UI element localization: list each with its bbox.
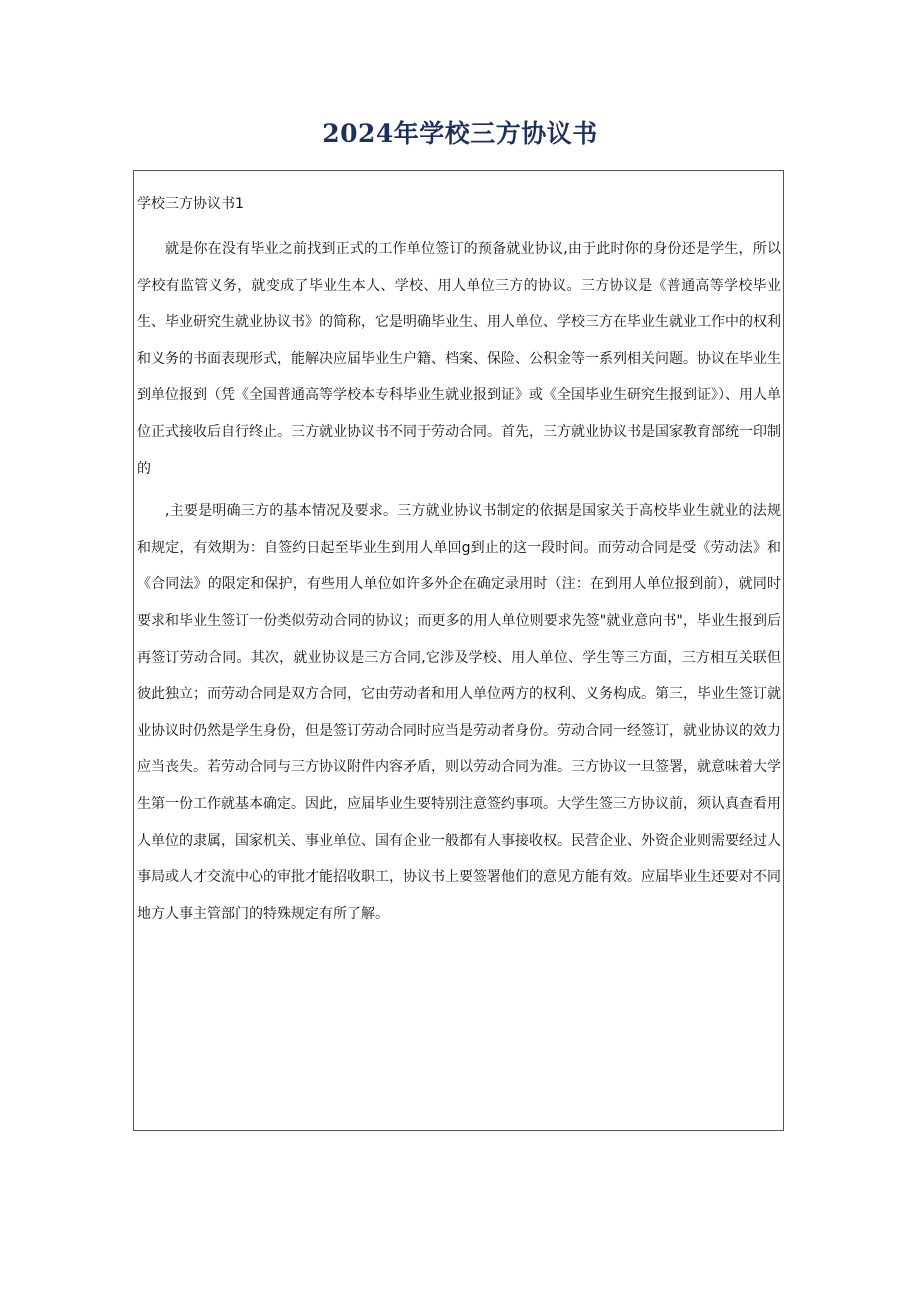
section-heading: 学校三方协议书1 [137, 196, 244, 212]
document-body-box [133, 170, 784, 1131]
document-content [137, 189, 781, 932]
body-paragraph-1: 就是你在没有毕业之前找到正式的工作单位签订的预备就业协议,由于此时你的身份还是学生，所以学校有监管义务，就变成了毕业生本人、学校、用人单位三方的协议。三方协议是《普通高等学校毕业生、毕业研究生就业协议书》的简称，它是明确毕业生、用人单位、学校三方在毕业生就业工作中的权利和义务的书面表现形式，能解决应届毕业生户籍、档案、保险、公积金等一系列相关问题。协议在毕业生到单位报到（凭《全国普通高等学校本专科毕业生就业报到证》或《全国毕业生研究生报到证》）、用人单位正式接收后自行终止。三方就业协议书不同于劳动合同。首先，三方就业协议书是国家教育部统一印制的 [137, 241, 781, 477]
body-paragraph-2: ,主要是明确三方的基本情况及要求。三方就业协议书制定的依据是国家关于高校毕业生就业的法规和规定，有效期为：自签约日起至毕业生到用人单回g到止的这一段时间。而劳动合同是受《劳动法》和《合同法》的限定和保护，有些用人单位如许多外企在确定录用时（注：在到用人单位报到前），就同时要求和毕业生签订一份类似劳动合同的协议；而更多的用人单位则要求先签"就业意向书"，毕业生报到后再签订劳动合同。其次，就业协议是三方合同,它涉及学校、用人单位、学生等三方面，三方相互关联但彼此独立；而劳动合同是双方合同，它由劳动者和用人单位两方的权利、义务构成。第三，毕业生签订就业协议时仍然是学生身份，但是签订劳动合同时应当是劳动者身份。劳动合同一经签订，就业协议的效力应当丧失。若劳动合同与三方协议附件内容矛盾，则以劳动合同为准。三方协议一旦签署，就意味着大学生第一份工作就基本确定。因此，应届毕业生要特别注意签约事项。大学生签三方协议前，须认真查看用人单位的隶属，国家机关、事业单位、国有企业一般都有人事接收权。民营企业、外资企业则需要经过人事局或人才交流中心的审批才能招收职工，协议书上要签署他们的意见方能有效。应届毕业生还要对不同地方人事主管部门的特殊规定有所了解。 [137, 503, 781, 922]
document-title: 2024年学校三方协议书 [322, 119, 598, 148]
